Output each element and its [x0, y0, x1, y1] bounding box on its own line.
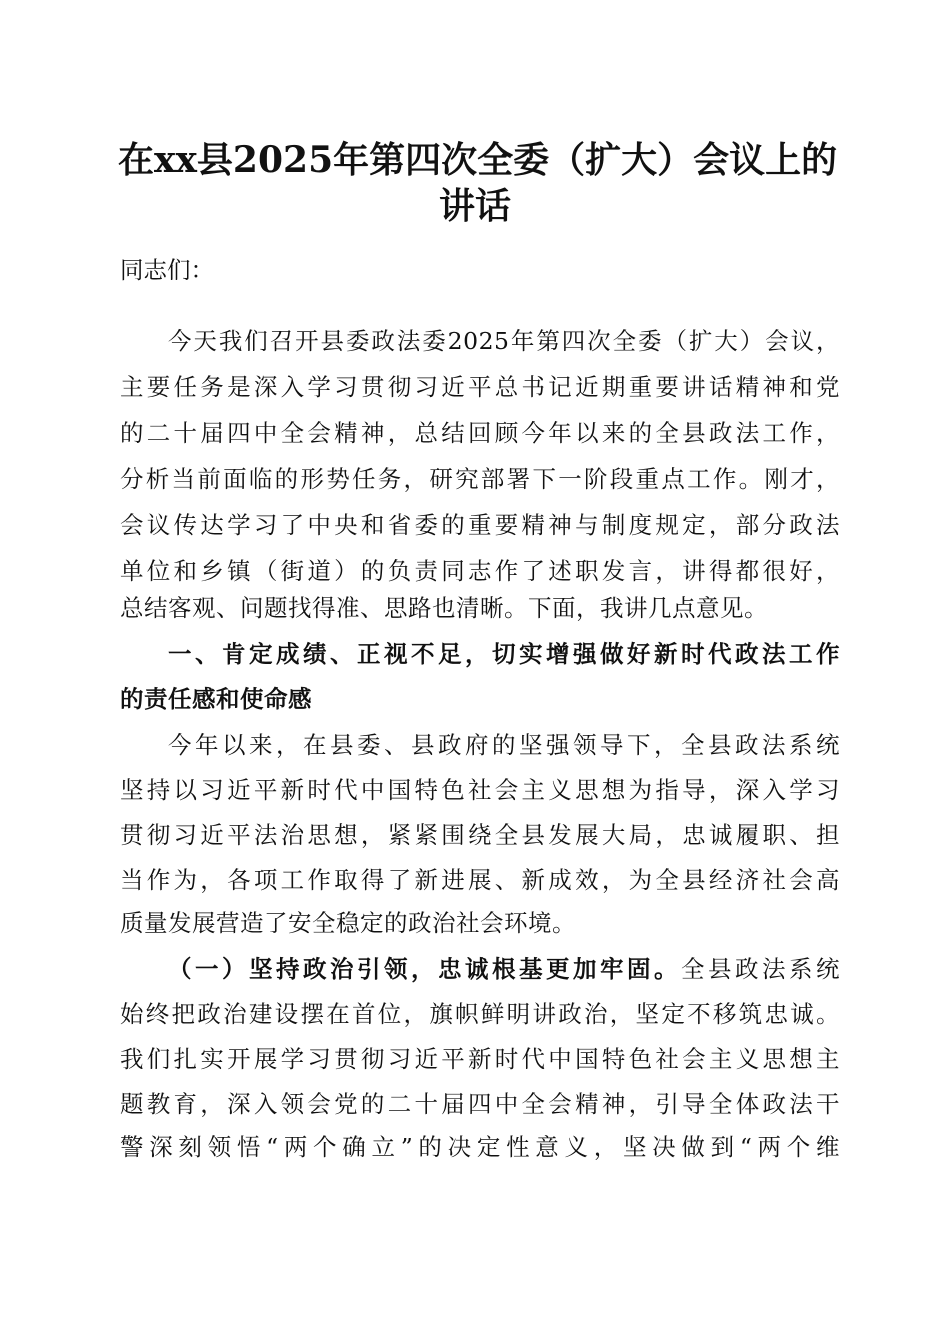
paragraph-2-line: 质量发展营造了安全稳定的政治社会环境。 [120, 909, 576, 937]
paragraph-1-line: 今天我们召开县委政法委2025年第四次全委（扩大）会议， [168, 327, 840, 355]
paragraph-3-line: 题教育，深入领会党的二十届四中全会精神，引导全体政法干 [120, 1090, 840, 1118]
paragraph-3-line: 警深刻领悟“两个确立”的决定性意义，坚决做到“两个维 [120, 1133, 840, 1161]
paragraph-2-line: 贯彻习近平法治思想，紧紧围绕全县发展大局，忠诚履职、担 [120, 821, 840, 849]
paragraph-1-line: 单位和乡镇（街道）的负责同志作了述职发言，讲得都很好， [120, 557, 840, 585]
paragraph-3-line: 始终把政治建设摆在首位，旗帜鲜明讲政治，坚定不移筑忠诚。 [120, 1000, 840, 1028]
document-title-line-2: 讲话 [438, 185, 511, 227]
document-title-line-1: 在xx县2025年第四次全委（扩大）会议上的 [118, 139, 838, 181]
section-heading-1-cont: 的责任感和使命感 [120, 685, 312, 713]
section-heading-1: 一、肯定成绩、正视不足，切实增强做好新时代政法工作 [168, 640, 840, 668]
paragraph-2-line: 坚持以习近平新时代中国特色社会主义思想为指导，深入学习 [120, 776, 840, 804]
paragraph-1-line: 分析当前面临的形势任务，研究部署下一阶段重点工作。刚才， [120, 465, 840, 493]
paragraph-1-line: 主要任务是深入学习贯彻习近平总书记近期重要讲话精神和党 [120, 373, 840, 401]
paragraph-2-line: 当作为，各项工作取得了新进展、新成效，为全县经济社会高 [120, 866, 840, 894]
paragraph-2-line: 今年以来，在县委、县政府的坚强领导下，全县政法系统 [168, 731, 840, 759]
paragraph-1-line: 的二十届四中全会精神，总结回顾今年以来的全县政法工作， [120, 419, 840, 447]
greeting: 同志们： [120, 256, 214, 284]
paragraph-3-lead: （一）坚持政治引领，忠诚根基更加牢固。 [168, 955, 681, 983]
paragraph-3-first-rest: 全县政法系统 [681, 955, 840, 983]
paragraph-3-first-line [168, 946, 840, 992]
paragraph-1-line: 总结客观、问题找得准、思路也清晰。下面，我讲几点意见。 [120, 594, 768, 622]
paragraph-3-line: 我们扎实开展学习贯彻习近平新时代中国特色社会主义思想主 [120, 1045, 840, 1073]
paragraph-1-line: 会议传达学习了中央和省委的重要精神与制度规定，部分政法 [120, 511, 840, 539]
